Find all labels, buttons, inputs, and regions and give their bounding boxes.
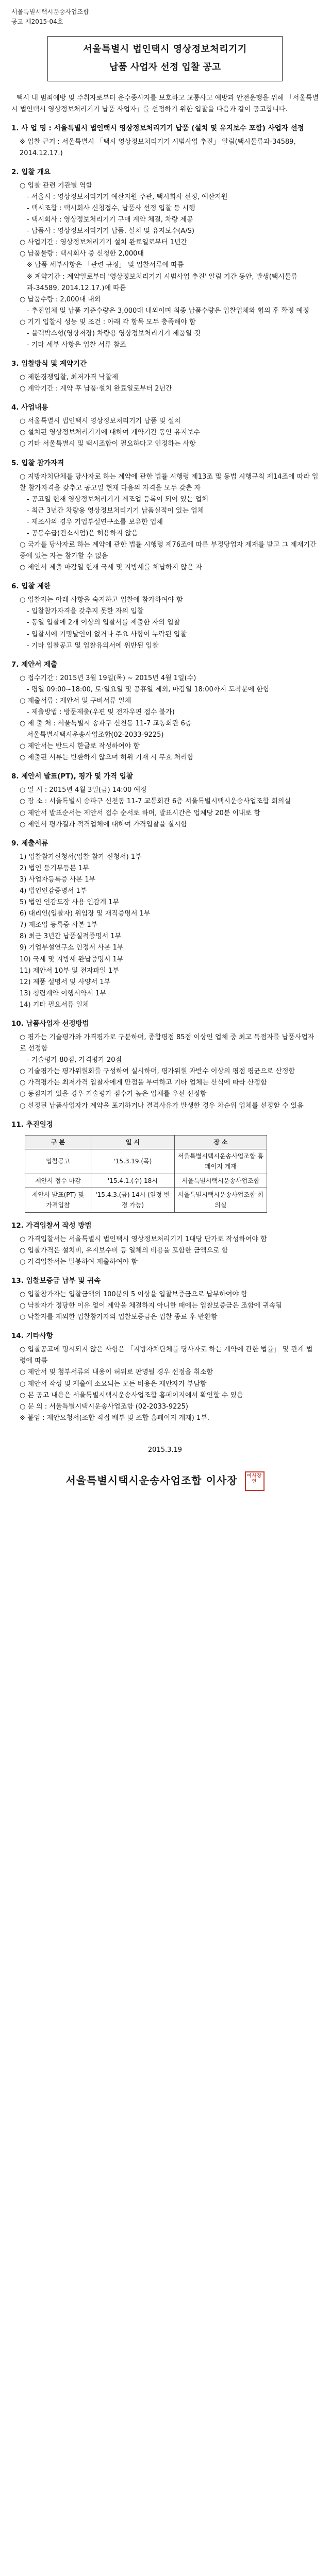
issuing-org: 서울특별시택시운송사업조합 — [11, 8, 89, 15]
sections-container — [11, 123, 319, 1424]
section-title: 10. 납품사업자 선정방법 — [11, 1020, 89, 1028]
notice-number: 공고 제2015-04호 — [11, 18, 63, 26]
section-title: 11. 추진일정 — [11, 1120, 53, 1129]
section-line: 12) 제품 설명서 및 사양서 1부 — [20, 978, 111, 986]
section-2 — [11, 166, 319, 351]
section-line: 1) 입찰참가신청서(입찰 참가 신청서) 1부 — [20, 853, 142, 861]
section-line: ○ 접수기간 : 2015년 3월 19일(목) ~ 2015년 4월 1일(수) — [20, 674, 196, 682]
section-line: 5) 법인 인감도장 사용 인감계 1부 — [20, 899, 119, 907]
schedule-header-cell: 구 분 — [25, 1135, 91, 1149]
schedule-table — [25, 1135, 267, 1213]
section-line: - 기술평가 80점, 가격평가 20점 — [27, 1056, 122, 1064]
section-title: 14. 기타사항 — [11, 1332, 53, 1341]
section-line: ○ 본 공고 내용은 서울특별시택시운송사업조합 홈페이지에서 확인할 수 있음 — [20, 1391, 243, 1399]
section-title: 13. 입찰보증금 납부 및 귀속 — [11, 1277, 101, 1285]
section-line: 8) 최근 3년간 납품실적증명서 1부 — [20, 933, 122, 941]
section-line: ○ 낙찰자를 제외한 입찰참가자의 입찰보증금은 입찰 종료 후 반환함 — [20, 1313, 218, 1321]
section-title: 4. 사업내용 — [11, 403, 48, 412]
section-line: ○ 제안서 평가결과 적격업체에 대하여 가격입찰을 실시함 — [20, 820, 187, 828]
section-line: 3) 사업자등록증 사본 1부 — [20, 875, 96, 884]
section-line: ○ 설치된 영상정보처리기기에 대하여 계약기간 동안 유지보수 — [20, 429, 201, 437]
document-header — [11, 7, 319, 27]
section-line: - 택시조합 : 택시회사 신청접수, 납품사 선정 입찰 등 시행 — [27, 205, 195, 212]
section-5 — [11, 457, 319, 574]
section-line: ○ 납품물량 : 택시회사 중 신청한 2,000대 — [20, 250, 144, 258]
section-line: ○ 동점자가 있을 경우 기술평가 점수가 높은 업체를 우선 선정함 — [20, 1090, 207, 1098]
section-line: ○ 낙찰자가 정당한 이유 없이 계약을 체결하지 아니한 때에는 입찰보증금은 조합에 귀속됨 — [20, 1302, 282, 1310]
section-title: 5. 입찰 참가자격 — [11, 459, 64, 467]
section-line: ○ 제 출 처 : 서울특별시 송파구 신천동 11-7 교통회관 6층 — [20, 720, 192, 728]
section-line: - 제조사의 경우 기업부설연구소를 보유한 업체 — [27, 518, 163, 526]
section-line: ○ 가격입찰서는 밀봉하여 제출하여야 함 — [20, 1258, 138, 1266]
schedule-cell: 서울특별시택시운송사업조합 회의실 — [174, 1188, 267, 1213]
document-title-box — [47, 36, 283, 81]
section-line: ○ 사업기간 : 영상정보처리기기 설치 완료일로부터 1년간 — [20, 239, 188, 247]
section-line: ○ 서울특별시 법인택시 영상정보처리기기 납품 및 설치 — [20, 417, 181, 426]
section-title: 7. 제안서 제출 — [11, 660, 58, 669]
section-line: ※ 입찰 근거 : 서울특별시 「택시 영상정보처리기기 시범사업 추진」 알림(택시물류과-34589, 2014.12.17.) — [20, 138, 296, 157]
section-line: ○ 지방자치단체를 당사자로 하는 계약에 관한 법률 시행령 제13조 및 동법 시행규칙 제14조에 따라 입찰 참가자격을 갖추고 공고일 현재 다음의 자격을 모두 갖춘 자 — [20, 472, 319, 492]
section-6 — [11, 581, 319, 651]
section-line: ○ 장 소 : 서울특별시 송파구 신천동 11-7 교통회관 6층 서울특별시택시운송사업조합 회의실 — [20, 798, 291, 806]
section-line: 7) 제조업 등록증 사본 1부 — [20, 921, 98, 929]
document-title-line1: 서울특별시 법인택시 영상정보처리기기 — [83, 44, 247, 55]
section-line: ○ 입찰가격은 설치비, 유지보수비 등 일체의 비용을 포함한 금액으로 함 — [20, 1246, 228, 1255]
section-line: - 공동수급(컨소시엄)은 허용하지 않음 — [27, 529, 138, 537]
section-line: ○ 납품수량 : 2,000대 내외 — [20, 295, 101, 303]
section-line: ○ 입찰참가자는 입찰금액의 100분의 5 이상을 입찰보증금으로 납부하여야 함 — [20, 1291, 248, 1299]
schedule-header-cell: 장 소 — [174, 1135, 267, 1149]
schedule-cell: 제안서 발표(PT) 및 가격입찰 — [25, 1188, 91, 1213]
section-line: ○ 평가는 기술평가와 가격평가로 구분하며, 종합평점 85점 이상인 업체 중 최고 득점자를 납품사업자로 선정함 — [20, 1033, 315, 1053]
section-line: ○ 제안서 발표순서는 제안서 접수 순서로 하며, 발표시간은 업체당 20분 이내로 함 — [20, 809, 260, 817]
section-title: 2. 입찰 개요 — [11, 167, 51, 176]
section-line: - 서울시 : 영상정보처리기기 예산지원 주관, 택시회사 선정, 예산지원 — [27, 193, 228, 201]
section-4 — [11, 402, 319, 450]
schedule-cell: '15.4.1.(수) 18시 — [91, 1174, 174, 1188]
section-title: 9. 제출서류 — [11, 839, 48, 848]
table-row — [25, 1149, 267, 1174]
section-line: 13) 청렴계약 이행서약서 1부 — [20, 989, 106, 997]
section-line: ※ 붙임 : 제안요청서(조합 직접 배부 및 조합 홈페이지 게재) 1부. — [20, 1414, 209, 1422]
section-title: 8. 제안서 발표(PT), 평가 및 가격 입찰 — [11, 772, 133, 781]
schedule-cell: '15.3.19.(목) — [91, 1149, 174, 1174]
schedule-cell: '15.4.3.(금) 14시 (일정 변경 가능) — [91, 1188, 174, 1213]
section-line: - 기타 세부 사항은 입찰 서류 참조 — [27, 341, 126, 349]
section-line: ○ 입찰자는 아래 사항을 숙지하고 입찰에 참가하여야 함 — [20, 596, 183, 604]
table-row — [25, 1188, 267, 1213]
section-line: - 납품사 : 영상정보처리기기 납품, 설치 및 유지보수(A/S) — [27, 227, 194, 235]
schedule-header-row — [25, 1135, 267, 1149]
section-line: - 입찰서에 기명날인이 없거나 주요 사항이 누락된 입찰 — [27, 630, 187, 638]
section-1 — [11, 123, 319, 159]
section-line: - 동일 입찰에 2개 이상의 입찰서를 제출한 자의 입찰 — [27, 619, 180, 627]
section-title: 3. 입찰방식 및 계약기간 — [11, 360, 87, 368]
section-line: ○ 가격평가는 최저가격 입찰자에게 만점을 부여하고 기타 업체는 산식에 따라 산정함 — [20, 1079, 267, 1087]
section-line: 4) 법인인감증명서 1부 — [20, 887, 87, 895]
document-title-line2: 납품 사업자 선정 입찰 공고 — [109, 61, 221, 73]
section-line: - 제출방법 : 방문제출(우편 및 전자우편 접수 불가) — [27, 708, 175, 716]
section-13 — [11, 1275, 319, 1323]
section-line: ※ 납품 세부사항은 「관련 규정」 및 입찰서류에 따름 — [27, 261, 184, 269]
section-line: ○ 입찰 관련 기관별 역할 — [20, 181, 92, 190]
section-3 — [11, 358, 319, 395]
section-line: ○ 제안서 작성 및 제출에 소요되는 모든 비용은 제안자가 부담함 — [20, 1380, 207, 1388]
section-line: 9) 기업부설연구소 인정서 사본 1부 — [20, 944, 124, 952]
section-title: 12. 가격입찰서 작성 방법 — [11, 1221, 92, 1230]
schedule-cell: 서울특별시택시운송사업조합 홈페이지 게재 — [174, 1149, 267, 1174]
section-line: ※ 계약기간 : 계약일로부터 '영상정보처리기기 시범사업 추진' 알림 기간 동안, 발생(택시물류과-34589, 2014.12.17.)에 따름 — [27, 273, 298, 292]
section-line: - 기타 입찰공고 및 입찰유의서에 위반된 입찰 — [27, 641, 159, 650]
section-line: ○ 제한경쟁입찰, 최저가격 낙찰제 — [20, 374, 119, 382]
section-line: - 블랙박스형(영상저장) 차량용 영상정보처리기기 제품일 것 — [27, 330, 201, 338]
intro-paragraph: 택시 내 범죄예방 및 주취자로부터 운수종사자를 보호하고 교통사고 예방과 안전운행을 위해 「서울특별시 법인택시 영상정보처리기기 납품 사업자」를 선정하기 위한 입찰을 다음과 같이 공고합니다. — [11, 94, 319, 113]
footer-org — [11, 1471, 319, 1491]
section-line: ○ 가격입찰서는 서울특별시 법인택시 영상정보처리기기 1대당 단가로 작성하여야 함 — [20, 1235, 267, 1243]
section-line: ○ 제안서 제출 마감일 현재 국세 및 지방세를 체납하지 않은 자 — [20, 564, 203, 572]
section-12 — [11, 1220, 319, 1268]
section-line: ○ 기술평가는 평가위원회를 구성하여 실시하며, 평가위원 과반수 이상의 평점 평균으로 산정함 — [20, 1067, 295, 1076]
section-line: 2) 법인 등기부등본 1부 — [20, 864, 89, 872]
section-8 — [11, 771, 319, 830]
section-line: - 공고일 현재 영상정보처리기기 제조업 등록이 되어 있는 업체 — [27, 495, 208, 503]
section-line: ○ 제안서는 반드시 한글로 작성하여야 함 — [20, 742, 140, 751]
section-line: - 최근 3년간 차량용 영상정보처리기기 납품실적이 있는 업체 — [27, 506, 204, 515]
section-line: - 추진업체 및 납품 기준수량은 3,000대 내외이며 최종 납품수량은 입찰업체와 협의 후 확정 예정 — [27, 307, 309, 315]
section-line: ○ 입찰공고에 명시되지 않은 사항은 「지방자치단체를 당사자로 하는 계약에 관한 법률」 및 관계 법령에 따름 — [20, 1346, 313, 1365]
section-7 — [11, 659, 319, 764]
section-9 — [11, 838, 319, 1011]
section-line: ○ 제출서류 : 제안서 및 구비서류 일체 — [20, 697, 131, 705]
section-title: 1. 사 업 명 : 서울특별시 법인택시 영상정보처리기기 납품 (설치 및 유지보수 포함) 사업자 선정 — [11, 124, 304, 132]
section-line: 서울특별시택시운송사업조합(02-2033-9225) — [27, 731, 164, 739]
section-line: ○ 국가를 당사자로 하는 계약에 관한 법률 시행령 제76조에 따른 부정당업자 제재를 받고 그 제재기간 중에 있는 자는 참가할 수 없음 — [20, 541, 317, 561]
section-line: ○ 선정된 납품사업자가 계약을 포기하거나 결격사유가 발생한 경우 차순위 업체를 선정할 수 있음 — [20, 1101, 304, 1110]
section-line: ○ 기기 입찰시 성능 및 조건 : 아래 각 항목 모두 충족해야 함 — [20, 318, 196, 326]
section-title: 6. 입찰 제한 — [11, 582, 51, 591]
section-11 — [11, 1119, 319, 1213]
section-line: 14) 기타 필요서류 일체 — [20, 1001, 89, 1009]
section-10 — [11, 1018, 319, 1112]
section-line: ○ 일 시 : 2015년 4월 3일(금) 14:00 예정 — [20, 786, 147, 794]
section-line: ○ 문 의 : 서울특별시택시운송사업조합 (02-2033-9225) — [20, 1402, 188, 1411]
table-row — [25, 1174, 267, 1188]
schedule-cell: 서울특별시택시운송사업조합 — [174, 1174, 267, 1188]
section-line: ○ 계약기간 : 계약 후 납품·설치 완료일로부터 2년간 — [20, 385, 172, 393]
official-seal-icon: 이사장 인 — [245, 1471, 265, 1491]
footer-date: 2015.3.19 — [147, 1446, 183, 1454]
schedule-header-cell: 일 시 — [91, 1135, 174, 1149]
schedule-cell: 입찰공고 — [25, 1149, 91, 1174]
section-line: ○ 기타 서울특별시 및 택시조합이 필요하다고 인정하는 사항 — [20, 440, 196, 448]
section-line: - 택시회사 : 영상정보처리기기 구매 계약 체결, 차량 제공 — [27, 216, 193, 224]
section-14 — [11, 1330, 319, 1424]
section-line: ○ 제안서 및 첨부서류의 내용이 허위로 판명될 경우 선정을 취소함 — [20, 1368, 213, 1377]
section-line: - 입찰참가자격을 갖추지 못한 자의 입찰 — [27, 607, 144, 616]
section-line: 6) 대리인(입찰자) 위임장 및 재직증명서 1부 — [20, 910, 151, 918]
section-line: 10) 국세 및 지방세 완납증명서 1부 — [20, 955, 124, 963]
schedule-cell: 제안서 접수 마감 — [25, 1174, 91, 1188]
section-line: ○ 제출된 서류는 반환하지 않으며 허위 기재 시 무효 처리함 — [20, 754, 194, 762]
footer-org-name: 서울특별시택시운송사업조합 이사장 — [65, 1474, 238, 1487]
section-line: - 평일 09:00~18:00, 토·일요일 및 공휴일 제외, 마감일 18:00까지 도착분에 한함 — [27, 685, 270, 693]
section-line: 11) 제안서 10부 및 전자파일 1부 — [20, 967, 119, 975]
